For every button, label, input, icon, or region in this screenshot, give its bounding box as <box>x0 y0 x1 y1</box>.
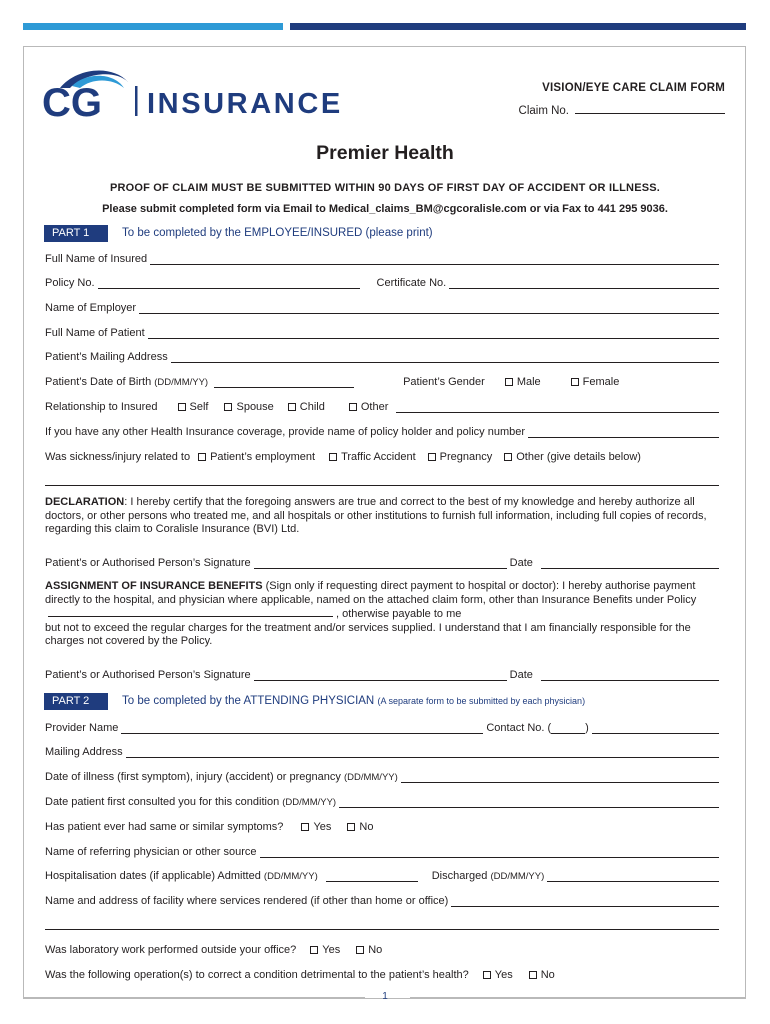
facility-label: Name and address of facility where services rendered (if other than home or office) <box>45 895 449 907</box>
referring-label: Name of referring physician or other source <box>45 846 257 858</box>
full-name-insured-row[interactable] <box>45 250 719 265</box>
first-consulted-label: Date patient first consulted you for this condition <box>45 796 280 808</box>
provider-address-row[interactable] <box>45 743 719 758</box>
lab-no-option[interactable] <box>356 944 382 956</box>
part2-description-note: (A separate form to be submitted by each physician) <box>377 696 586 706</box>
policy-no-label: Policy No. <box>45 277 95 289</box>
spouse-checkbox[interactable] <box>224 403 232 411</box>
lab-yes-label: Yes <box>322 944 341 956</box>
employment-checkbox[interactable] <box>198 453 206 461</box>
employer-line[interactable] <box>139 312 719 314</box>
signature-label-1: Patient’s or Authorised Person’s Signature <box>45 557 251 569</box>
assignment-policy-line[interactable] <box>48 607 333 617</box>
employment-option[interactable] <box>198 451 315 463</box>
declaration <box>45 496 730 537</box>
provider-name-label: Provider Name <box>45 722 119 734</box>
relationship-label: Relationship to Insured <box>45 401 158 413</box>
first-consulted-line[interactable] <box>339 806 719 808</box>
female-checkbox[interactable] <box>571 378 579 386</box>
employment-label: Patient’s employment <box>210 451 316 463</box>
provider-name-line[interactable] <box>121 732 483 734</box>
page-number: 1 <box>382 991 388 1002</box>
first-consulted-row[interactable] <box>45 793 719 808</box>
operation-yes-label: Yes <box>494 969 513 981</box>
hospitalisation-row[interactable] <box>45 867 719 882</box>
submit-notice: Please submit completed form via Email to Medical_claims_BM@cgcoralisle.com or via Fax to 441 295 9036. <box>102 203 668 215</box>
facility-line[interactable] <box>451 905 719 907</box>
dob-format: (DD/MM/YY) <box>154 377 209 388</box>
patient-address-label: Patient’s Mailing Address <box>45 351 168 363</box>
full-name-insured-line[interactable] <box>150 263 719 265</box>
operation-no-label: No <box>540 969 555 981</box>
other-insurance-label: If you have any other Health Insurance coverage, provide name of policy holder and policy number <box>45 426 526 438</box>
male-checkbox[interactable] <box>505 378 513 386</box>
self-label: Self <box>189 401 209 413</box>
contact-no-line[interactable] <box>592 732 719 734</box>
signature-line-2[interactable] <box>254 679 507 681</box>
operation-row[interactable] <box>45 966 719 981</box>
footer-line-left <box>23 997 365 998</box>
other-details-line[interactable] <box>45 485 719 486</box>
dob-gender-row[interactable] <box>45 373 719 388</box>
lab-yes-checkbox[interactable] <box>310 946 318 954</box>
part2-description <box>122 695 585 707</box>
employer-row[interactable] <box>45 299 719 314</box>
contact-no-label: Contact No. ( <box>486 722 552 734</box>
traffic-option[interactable] <box>329 451 416 463</box>
facility-row[interactable] <box>45 892 719 907</box>
dob-label: Patient’s Date of Birth <box>45 376 152 388</box>
declaration-text: : I hereby certify that the foregoing answers are true and correct to the best of my knowledge and hereby authorize all doctors, or other persons who treated me, and all hospitals or other institutions to furnish full information, including full copies of records, regarding this claim to Coralisle Insurance (BVI) Ltd. <box>45 496 707 536</box>
similar-symptoms-row[interactable] <box>45 818 719 833</box>
patient-name-line[interactable] <box>148 337 719 339</box>
lab-no-checkbox[interactable] <box>356 946 364 954</box>
proof-notice: PROOF OF CLAIM MUST BE SUBMITTED WITHIN 90 DAYS OF FIRST DAY OF ACCIDENT OR ILLNESS. <box>109 182 661 194</box>
traffic-label: Traffic Accident <box>341 451 416 463</box>
page-title: Premier Health <box>316 142 454 164</box>
footer-line-right <box>410 997 746 998</box>
lab-work-label: Was laboratory work performed outside your office? <box>45 944 297 956</box>
assignment-heading: ASSIGNMENT OF INSURANCE BENEFITS <box>45 580 263 592</box>
patient-address-row[interactable] <box>45 348 719 363</box>
similar-yes-option[interactable] <box>301 821 331 833</box>
top-bar-light <box>23 23 283 30</box>
patient-name-label: Full Name of Patient <box>45 327 145 339</box>
pregnancy-checkbox[interactable] <box>428 453 436 461</box>
related-to-label: Was sickness/injury related to <box>45 451 191 463</box>
assignment-text-2: , otherwise payable to me <box>336 608 462 621</box>
operation-yes-option[interactable] <box>483 969 513 981</box>
hospitalisation-label: Hospitalisation dates (if applicable) Admitted <box>45 870 261 882</box>
other-details-option[interactable] <box>504 451 641 463</box>
logo-divider <box>135 86 138 116</box>
relationship-row[interactable] <box>45 398 719 413</box>
gender-male-option[interactable] <box>505 376 541 388</box>
signature-label-2: Patient’s or Authorised Person’s Signature <box>45 669 251 681</box>
admitted-line[interactable] <box>326 880 418 882</box>
date-label-1: Date <box>509 557 533 569</box>
traffic-checkbox[interactable] <box>329 453 337 461</box>
operation-no-option[interactable] <box>529 969 555 981</box>
claim-number-line[interactable] <box>575 103 725 114</box>
provider-address-line[interactable] <box>126 756 719 758</box>
policy-no-line[interactable] <box>98 287 360 289</box>
other-details-checkbox[interactable] <box>504 453 512 461</box>
relationship-child-option[interactable] <box>288 401 325 413</box>
lab-yes-option[interactable] <box>310 944 340 956</box>
signature-line-1[interactable] <box>254 567 507 569</box>
operation-no-checkbox[interactable] <box>529 971 537 979</box>
dob-line[interactable] <box>214 386 354 388</box>
male-label: Male <box>516 376 541 388</box>
facility-line-2[interactable] <box>45 929 719 930</box>
provider-row[interactable] <box>45 719 719 734</box>
date-of-illness-line[interactable] <box>401 781 719 783</box>
certificate-no-line[interactable] <box>449 287 719 289</box>
admitted-format: (DD/MM/YY) <box>263 871 318 882</box>
first-consulted-format: (DD/MM/YY) <box>282 797 337 808</box>
part1-tab: PART 1 <box>44 225 108 242</box>
declaration-heading: DECLARATION <box>45 496 125 508</box>
similar-no-label: No <box>359 821 374 833</box>
similar-yes-label: Yes <box>313 821 332 833</box>
female-label: Female <box>582 376 620 388</box>
signature-row-1[interactable] <box>45 554 719 569</box>
date-of-illness-row[interactable] <box>45 768 719 783</box>
brand-name: INSURANCE <box>147 88 343 120</box>
relationship-other-option[interactable] <box>349 401 389 413</box>
date-of-illness-label: Date of illness (first symptom), injury (accident) or pregnancy <box>45 771 341 783</box>
operation-label: Was the following operation(s) to correct a condition detrimental to the patient’s health? <box>45 969 469 981</box>
date-label-2: Date <box>509 669 533 681</box>
assignment-text-1: (Sign only if requesting direct payment to hospital or doctor): I hereby authorise payment directly to the hospital, and physician where applicable, named on the attached claim form, other than Insurance Benefits under Policy <box>45 580 697 606</box>
pregnancy-label: Pregnancy <box>439 451 493 463</box>
discharged-format: (DD/MM/YY) <box>490 871 545 882</box>
part2-description-main: To be completed by the ATTENDING PHYSICIAN <box>122 695 375 707</box>
contact-no-close: ) <box>585 722 589 734</box>
assignment-text-3: but not to exceed the regular charges for the treatment and/or services supplied. I understand that I am financially responsible for the charges not covered by the Policy. <box>45 621 691 648</box>
operation-yes-checkbox[interactable] <box>483 971 491 979</box>
cg-insurance-logo <box>42 66 387 126</box>
claim-number-label: Claim No. <box>518 105 569 117</box>
certificate-no-label: Certificate No. <box>376 277 447 289</box>
relationship-other-line[interactable] <box>396 411 719 413</box>
patient-name-row[interactable] <box>45 324 719 339</box>
date-of-illness-format: (DD/MM/YY) <box>343 772 398 783</box>
self-checkbox[interactable] <box>178 403 186 411</box>
similar-no-option[interactable] <box>347 821 373 833</box>
child-checkbox[interactable] <box>288 403 296 411</box>
other-checkbox[interactable] <box>349 403 357 411</box>
top-bar-dark <box>290 23 746 30</box>
other-label: Other <box>360 401 389 413</box>
form-title: VISION/EYE CARE CLAIM FORM <box>542 82 725 94</box>
relationship-self-option[interactable] <box>178 401 209 413</box>
date-line-2[interactable] <box>541 679 719 681</box>
full-name-insured-label: Full Name of Insured <box>45 253 148 265</box>
referring-line[interactable] <box>260 856 719 858</box>
part1-description: To be completed by the EMPLOYEE/INSURED (please print) <box>122 227 433 239</box>
employer-label: Name of Employer <box>45 302 137 314</box>
gender-label: Patient’s Gender <box>403 376 485 388</box>
related-to-row[interactable] <box>45 448 719 463</box>
gender-female-option[interactable] <box>571 376 620 388</box>
contact-area-line[interactable] <box>551 732 585 734</box>
similar-yes-checkbox[interactable] <box>301 823 309 831</box>
date-line-1[interactable] <box>541 567 719 569</box>
similar-symptoms-label: Has patient ever had same or similar symptoms? <box>45 821 284 833</box>
pregnancy-option[interactable] <box>428 451 493 463</box>
lab-work-row[interactable] <box>45 941 719 956</box>
signature-row-2[interactable] <box>45 666 719 681</box>
patient-address-line[interactable] <box>171 361 719 363</box>
discharged-line[interactable] <box>547 880 719 882</box>
lab-no-label: No <box>368 944 383 956</box>
other-details-label: Other (give details below) <box>516 451 641 463</box>
relationship-spouse-option[interactable] <box>224 401 273 413</box>
part2-tab: PART 2 <box>44 693 108 710</box>
discharged-label: Discharged <box>431 870 488 882</box>
other-insurance-row[interactable] <box>45 423 719 438</box>
referring-row[interactable] <box>45 843 719 858</box>
similar-no-checkbox[interactable] <box>347 823 355 831</box>
policy-certificate-row[interactable] <box>45 274 719 289</box>
claim-number-field[interactable] <box>440 103 725 117</box>
spouse-label: Spouse <box>236 401 274 413</box>
assignment-of-benefits <box>45 580 730 649</box>
other-insurance-line[interactable] <box>528 436 719 438</box>
provider-address-label: Mailing Address <box>45 746 123 758</box>
brand-mark: CG <box>42 81 102 125</box>
child-label: Child <box>299 401 325 413</box>
